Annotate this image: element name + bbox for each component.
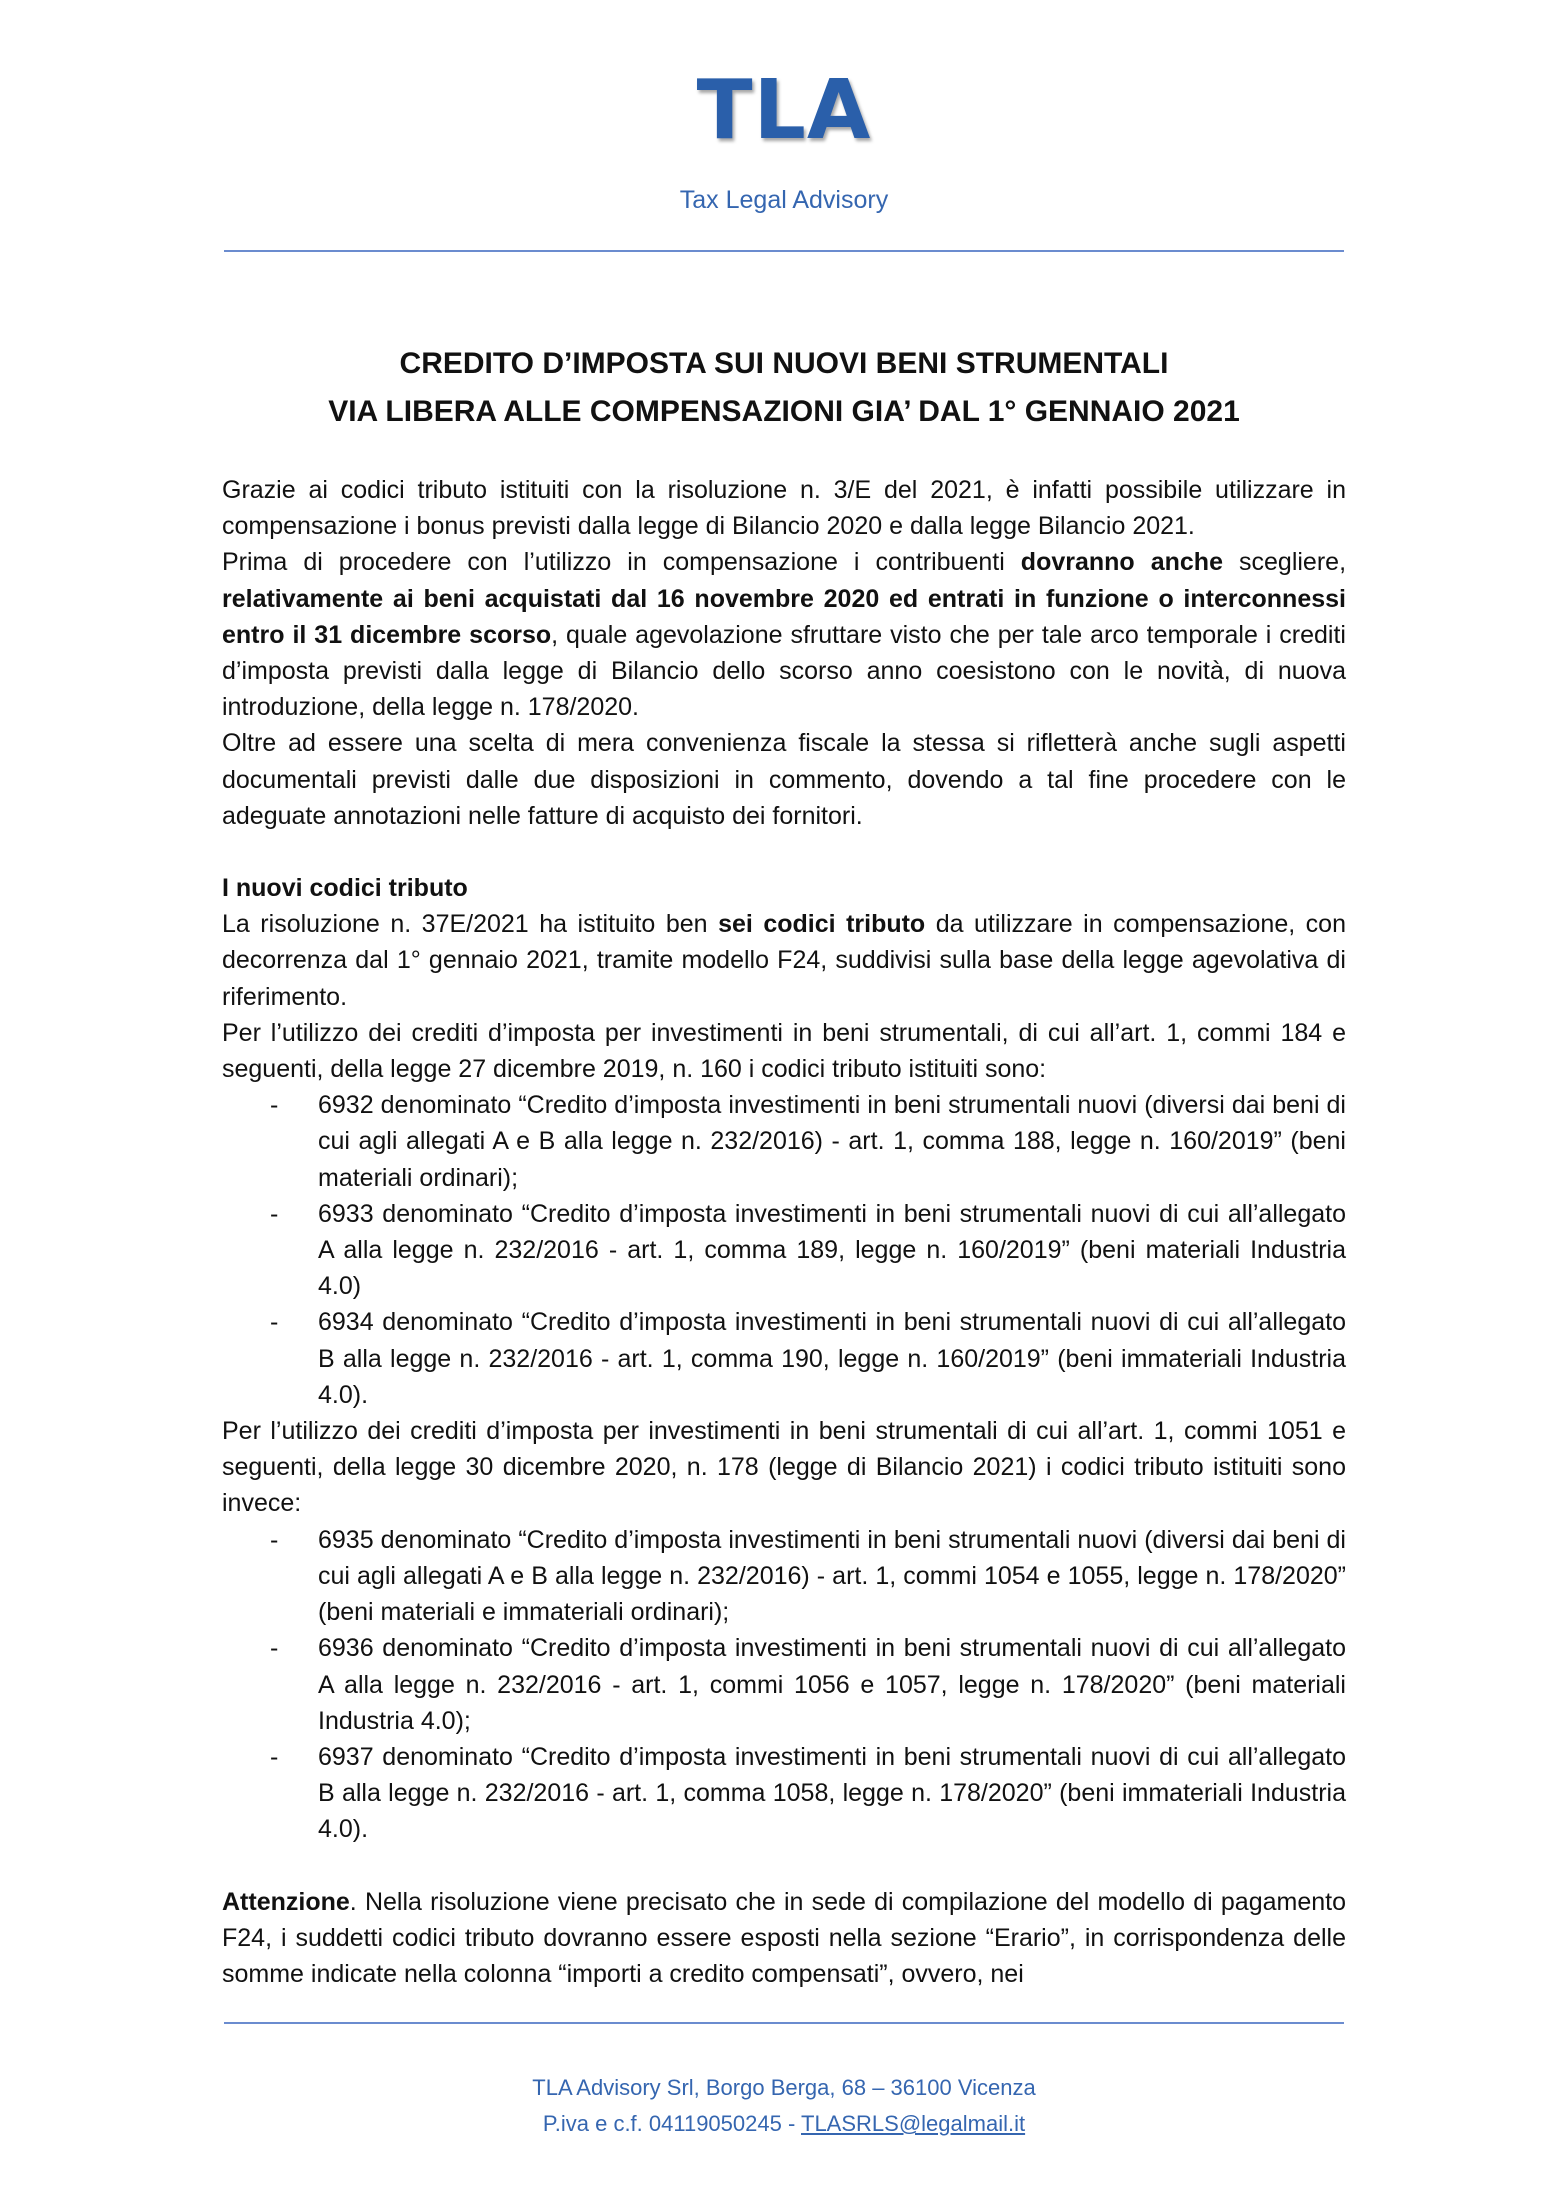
attention-paragraph [222,1884,1346,1993]
company-tagline: Tax Legal Advisory [679,186,889,214]
tax-code-list-2021 [222,1522,1346,1848]
list-item-text: 6932 denominato “Credito d’imposta investimenti in beni strumentali nuovi (diversi dai beni di cui agli allegati A e B alla legge n. 232/2016) - art. 1, comma 188, legge n. 160/2019” (beni materiali ordinari); [318,1091,1346,1192]
list-item [222,1304,1346,1413]
paragraph-gap [222,834,1346,870]
company-logo: TLA [696,63,872,158]
title-line-1: CREDITO D’IMPOSTA SUI NUOVI BENI STRUMENTALI [399,347,1169,380]
text-run: scegliere, [1222,548,1347,577]
section-heading: I nuovi codici tributo [222,874,468,903]
footer-vat: P.iva e c.f. 04119050245 - [542,2111,801,2136]
text-run: , quale agevolazione sfruttare visto che per tale arco temporale i crediti d’imposta previsti dalla legge di Bilancio dello scorso anno coesistono con le novità, di nuova introduzione, della legge n. 178/2020. [222,620,1346,722]
title-line-2: VIA LIBERA ALLE COMPENSAZIONI GIA’ DAL 1° GENNAIO 2021 [328,395,1240,428]
list-dash: - [270,1742,279,1771]
list-item [222,1739,1346,1848]
list-item [222,1630,1346,1739]
page-footer [0,2070,1568,2142]
tax-code-list-2020 [222,1087,1346,1413]
footer-email-link[interactable]: TLASRLS@legalmail.it [801,2111,1026,2136]
list-item-text: 6936 denominato “Credito d’imposta investimenti in beni strumentali nuovi di cui all’allegato A alla legge n. 232/2016 - art. 1, commi 1056 e 1057, legge n. 178/2020” (beni materiali Industria 4.0); [318,1634,1346,1735]
text-run: Prima di procedere con l’utilizzo in compensazione i contribuenti [222,548,1021,577]
attention-text: . Nella risoluzione viene precisato che in sede di compilazione del modello di pagamento F24, i suddetti codici tributo dovranno essere esposti nella sezione “Erario”, in corrispondenza delle somme indicate nella colonna “importi a credito compensati”, ovvero, nei [222,1887,1346,1988]
attention-label: Attenzione [222,1887,350,1916]
footer-divider [224,2022,1344,2024]
codes-paragraph-1 [222,906,1346,1015]
list-item [222,1522,1346,1631]
footer-tax-info [0,2106,1568,2142]
list-dash: - [270,1091,279,1120]
list-dash: - [270,1634,279,1663]
intro-paragraph-3: Oltre ad essere una scelta di mera convenienza fiscale la stessa si rifletterà anche sugli aspetti documentali previsti dalle due disposizioni in commento, dovendo a tal fine procedere con le adeguate annotazioni nelle fatture di acquisto dei fornitori. [222,729,1346,830]
paragraph-gap [222,1848,1346,1884]
list-item [222,1087,1346,1196]
codes-paragraph-2: Per l’utilizzo dei crediti d’imposta per investimenti in beni strumentali, di cui all’art. 1, commi 184 e seguenti, della legge 27 dicembre 2019, n. 160 i codici tributo istituiti sono: [222,1018,1346,1084]
bold-run: sei codici tributo [718,910,926,939]
list-item-text: 6933 denominato “Credito d’imposta investimenti in beni strumentali nuovi di cui all’allegato A alla legge n. 232/2016 - art. 1, comma 189, legge n. 160/2019” (beni materiali Industria 4.0) [318,1199,1346,1301]
list-item [222,1196,1346,1305]
document-body [222,472,1346,1992]
header-divider [224,250,1344,252]
list-item-text: 6935 denominato “Credito d’imposta investimenti in beni strumentali nuovi (diversi dai beni di cui agli allegati A e B alla legge n. 232/2016) - art. 1, commi 1054 e 1055, legge n. 178/2020” (beni materiali e immateriali ordinari); [318,1525,1346,1627]
intro-paragraph-2 [222,544,1346,725]
letterhead [0,63,1568,215]
list-dash: - [270,1199,279,1228]
bold-run: dovranno anche [1020,548,1223,577]
footer-address: TLA Advisory Srl, Borgo Berga, 68 – 36100 Vicenza [532,2075,1036,2100]
intro-paragraph-1: Grazie ai codici tributo istituiti con la risoluzione n. 3/E del 2021, è infatti possibile utilizzare in compensazione i bonus previsti dalla legge di Bilancio 2020 e dalla legge Bilancio 2021. [222,476,1346,541]
list-item-text: 6937 denominato “Credito d’imposta investimenti in beni strumentali nuovi di cui all’allegato B alla legge n. 232/2016 - art. 1, comma 1058, legge n. 178/2020” (beni immateriali Industria 4.0). [318,1742,1346,1844]
document-title [0,340,1568,436]
text-run: da utilizzare in compensazione, con decorrenza dal 1° gennaio 2021, tramite modello F24, suddivisi sulla base della legge agevolativa di riferimento. [222,910,1346,1011]
text-run: La risoluzione n. 37E/2021 ha istituito ben [222,910,719,939]
list-item-text: 6934 denominato “Credito d’imposta investimenti in beni strumentali nuovi di cui all’allegato B alla legge n. 232/2016 - art. 1, comma 190, legge n. 160/2019” (beni immateriali Industria 4.0). [318,1308,1346,1409]
bold-run: relativamente ai beni acquistati dal 16 novembre 2020 ed entrati in funzione o interconnessi entro il 31 dicembre scorso [222,584,1346,649]
codes-paragraph-3: Per l’utilizzo dei crediti d’imposta per investimenti in beni strumentali di cui all’art. 1, commi 1051 e seguenti, della legge 30 dicembre 2020, n. 178 (legge di Bilancio 2021) i codici tributo istituiti sono invece: [222,1417,1346,1518]
list-dash: - [270,1308,279,1337]
list-dash: - [270,1525,279,1554]
